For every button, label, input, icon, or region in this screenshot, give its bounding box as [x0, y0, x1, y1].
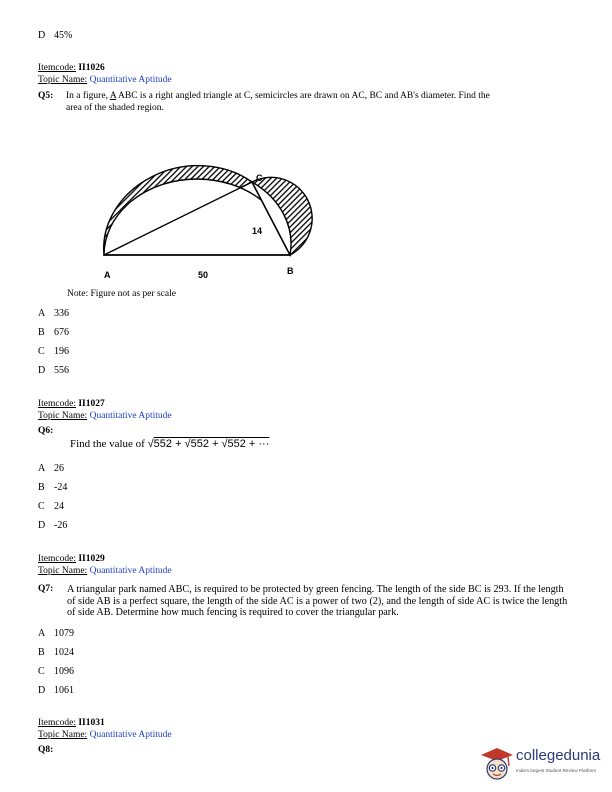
- q7-option-c[interactable]: C 1096: [38, 666, 74, 677]
- triangle-symbol: A: [109, 91, 117, 101]
- q7-itemcode: Itemcode: II1029: [38, 554, 105, 564]
- q6-question: Find the value of √552 + √552 + √552 + ···: [70, 438, 270, 450]
- label-ab-length: 50: [198, 270, 209, 280]
- q7-question: A triangular park named ABC, is required to be protected by green fencing. The length of the side BC is 293. If the length of side AB is a perfect square, the length of the side AC is a power of two (2), and the length of side AC is twice the length of side AB. Determine how much fencing is required to cover the triangular park.: [67, 584, 568, 618]
- q5-itemcode: Itemcode: II1026: [38, 63, 105, 73]
- q5-figure: [80, 125, 360, 285]
- q5-option-d[interactable]: D 556: [38, 365, 69, 376]
- q5-question: Q5: In a figure, A ABC is a right angled triangle at C, semicircles are drawn on AC, BC and AB's diameter. Find the area of the shaded region.: [38, 91, 490, 113]
- collegedunia-logo: [478, 744, 608, 784]
- q6-option-b[interactable]: B -24: [38, 482, 68, 493]
- q6-option-a[interactable]: A 26: [38, 463, 64, 474]
- q6-itemcode: Itemcode: II1027: [38, 399, 105, 409]
- q7-option-a[interactable]: A 1079: [38, 628, 74, 639]
- logo-tagline: India's largest Student Review Platform: [516, 768, 597, 773]
- q5-note: Note: Figure not as per scale: [67, 289, 176, 299]
- q8-itemcode: Itemcode: II1031: [38, 718, 105, 728]
- q8-topic: Topic Name: Quantitative Aptitude: [38, 730, 172, 740]
- q6-number: Q6:: [38, 426, 54, 436]
- q5-topic: Topic Name: Quantitative Aptitude: [38, 75, 172, 85]
- q6-option-c[interactable]: C 24: [38, 501, 64, 512]
- label-bc-length: 14: [252, 226, 263, 236]
- sqrt-expression: √552 + √552 + √552 + ···: [147, 438, 270, 450]
- q5-option-b[interactable]: B 676: [38, 327, 69, 338]
- q7-topic: Topic Name: Quantitative Aptitude: [38, 566, 172, 576]
- q6-topic: Topic Name: Quantitative Aptitude: [38, 411, 172, 421]
- logo-name: collegedunia: [516, 747, 601, 764]
- q7-option-b[interactable]: B 1024: [38, 647, 74, 658]
- q8-number: Q8:: [38, 745, 54, 755]
- label-a: A: [104, 270, 111, 280]
- q6-option-d[interactable]: D -26: [38, 520, 68, 531]
- q5-option-a[interactable]: A 336: [38, 308, 69, 319]
- label-b: B: [287, 266, 294, 276]
- q7-option-d[interactable]: D 1061: [38, 685, 74, 696]
- mascot-icon: [480, 746, 514, 780]
- prev-option-d: D 45%: [38, 30, 73, 41]
- label-c: C: [256, 173, 263, 183]
- q5-option-c[interactable]: C 196: [38, 346, 69, 357]
- q7-number: Q7:: [38, 584, 54, 594]
